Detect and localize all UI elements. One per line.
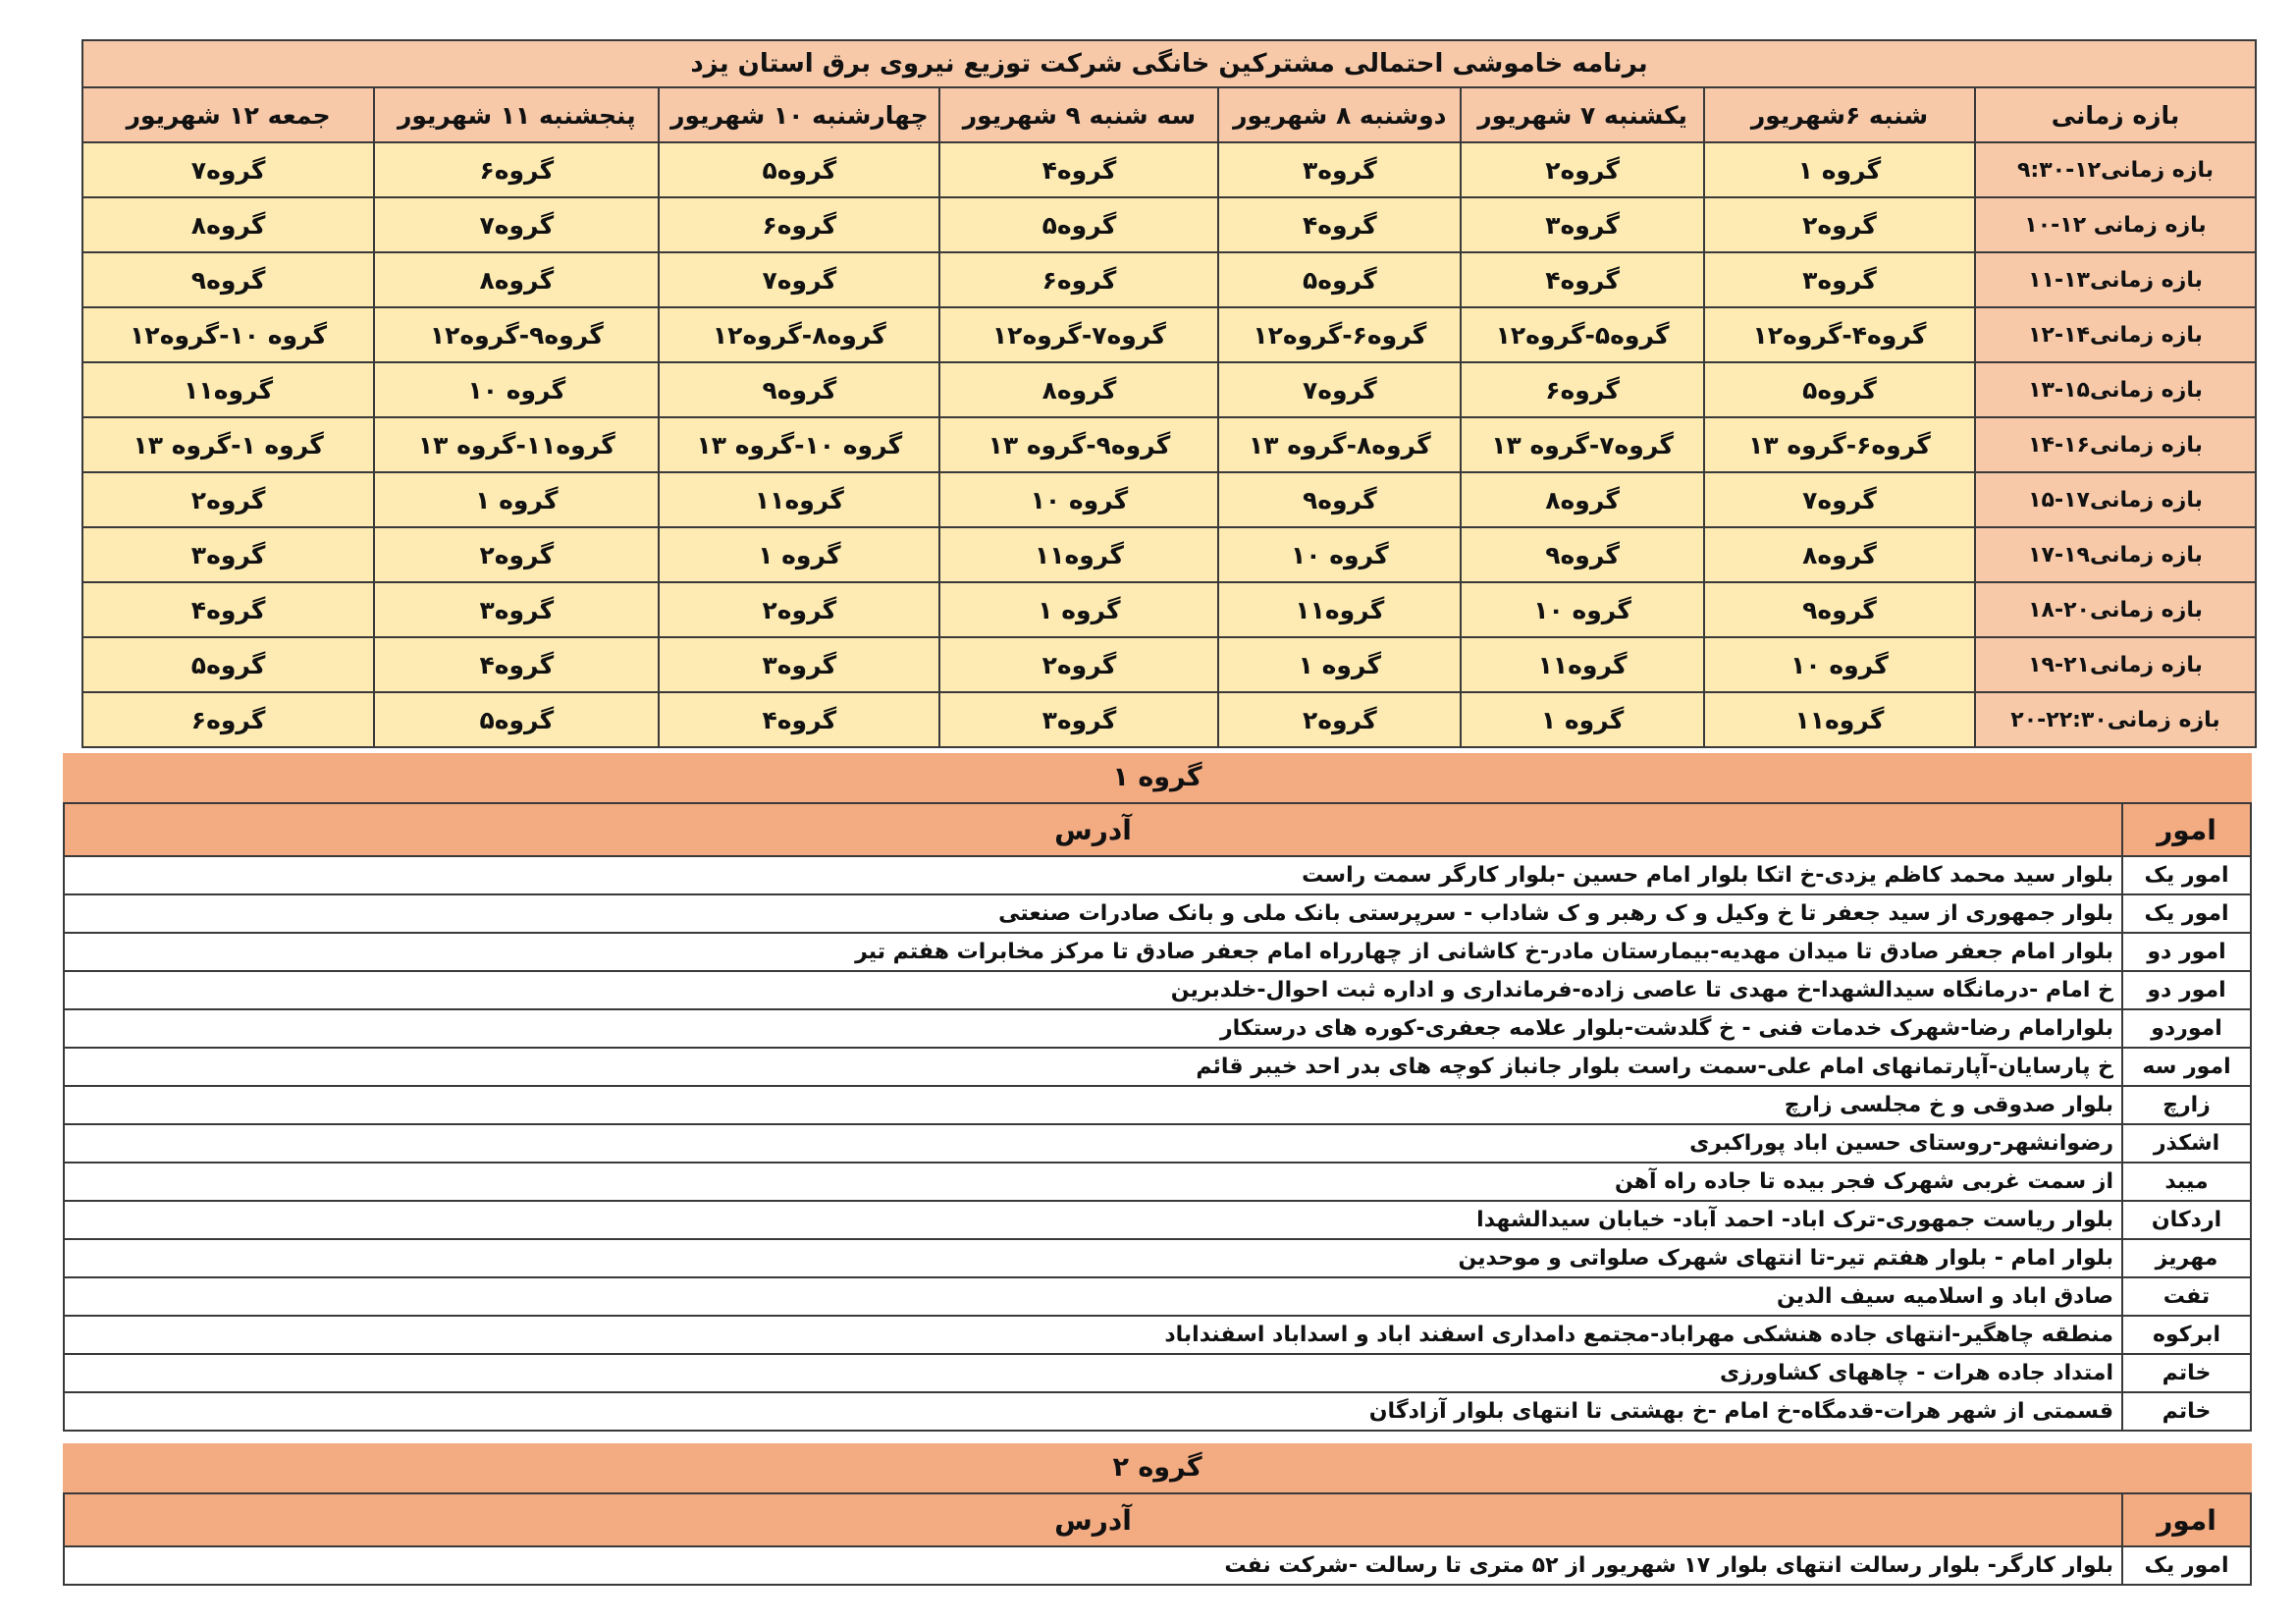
group-cell: گروه۴-گروه۱۲	[1704, 307, 1975, 362]
group-cell: گروه۷	[1218, 362, 1461, 417]
group-cell: گروه۶	[374, 142, 659, 197]
group-cell: گروه ۱۰-گروه ۱۳	[659, 417, 939, 472]
schedule-row	[82, 307, 2256, 362]
column-header-area: امور	[2122, 1493, 2251, 1546]
group-2-header-row	[64, 1493, 2251, 1546]
group-cell: گروه۳	[82, 527, 374, 582]
group-cell: گروه۶	[1461, 362, 1704, 417]
group-cell: گروه۳	[939, 692, 1218, 747]
schedule-row	[82, 252, 2256, 307]
area-cell: امور یک	[2122, 856, 2251, 894]
address-cell: رضوانشهر-روستای حسین اباد پوراکبری	[64, 1124, 2122, 1163]
group-cell: گروه ۱۰-گروه۱۲	[82, 307, 374, 362]
group-cell: گروه۱۱	[659, 472, 939, 527]
group-cell: گروه ۱۰	[374, 362, 659, 417]
area-cell: امور یک	[2122, 894, 2251, 933]
group-cell: گروه۷	[1704, 472, 1975, 527]
group-cell: گروه۷	[82, 142, 374, 197]
group-cell: گروه ۱	[1461, 692, 1704, 747]
header-day: چهارشنبه ۱۰ شهریور	[659, 87, 939, 142]
group-1-title: گروه ۱	[63, 753, 2252, 802]
header-day: سه شنبه ۹ شهریور	[939, 87, 1218, 142]
group-cell: گروه۴	[1461, 252, 1704, 307]
address-cell: بلوار امام - بلوار هفتم تیر-تا انتهای شهرک صلواتی و موحدین	[64, 1239, 2122, 1277]
group-cell: گروه۲	[1704, 197, 1975, 252]
group-cell: گروه ۱	[939, 582, 1218, 637]
group-cell: گروه۶-گروه ۱۳	[1704, 417, 1975, 472]
group-cell: گروه۵	[1218, 252, 1461, 307]
area-cell: مهریز	[2122, 1239, 2251, 1277]
schedule-row	[82, 417, 2256, 472]
header-time-slot: بازه زمانی	[1975, 87, 2256, 142]
time-slot-cell: بازه زمانی۱۷-۱۵	[1975, 472, 2256, 527]
schedule-row	[82, 582, 2256, 637]
area-cell: اموردو	[2122, 1009, 2251, 1048]
group-cell: گروه۱۱	[1461, 637, 1704, 692]
group-cell: گروه۳	[374, 582, 659, 637]
group-cell: گروه۹	[82, 252, 374, 307]
group-cell: گروه۲	[82, 472, 374, 527]
schedule-title: برنامه خاموشی احتمالی مشترکین خانگی شرکت توزیع نیروی برق استان یزد	[82, 40, 2256, 87]
area-cell: امور دو	[2122, 933, 2251, 971]
area-cell: تفت	[2122, 1277, 2251, 1316]
time-slot-cell: بازه زمانی۱۳-۱۱	[1975, 252, 2256, 307]
area-cell: میبد	[2122, 1163, 2251, 1201]
group-cell: گروه۱۱-گروه ۱۳	[374, 417, 659, 472]
group-cell: گروه۵	[939, 197, 1218, 252]
address-cell: بلوار جمهوری از سید جعفر تا خ وکیل و ک رهبر و ک شاداب - سرپرستی بانک ملی و بانک صادرات صنعتی	[64, 894, 2122, 933]
address-row	[64, 1009, 2251, 1048]
group-cell: گروه۸-گروه۱۲	[659, 307, 939, 362]
address-row	[64, 1546, 2251, 1585]
time-slot-cell: بازه زمانی۲۱-۱۹	[1975, 637, 2256, 692]
column-header-address: آدرس	[64, 1493, 2122, 1546]
group-cell: گروه۵	[374, 692, 659, 747]
address-cell: بلوارامام رضا-شهرک خدمات فنی - خ گلدشت-بلوار علامه جعفری-کوره های درستکار	[64, 1009, 2122, 1048]
address-row	[64, 1392, 2251, 1431]
group-cell: گروه۲	[659, 582, 939, 637]
area-cell: اردکان	[2122, 1201, 2251, 1239]
group-2-section	[63, 1443, 2252, 1586]
header-day: یکشنبه ۷ شهریور	[1461, 87, 1704, 142]
group-2-title: گروه ۲	[63, 1443, 2252, 1492]
area-cell: زارچ	[2122, 1086, 2251, 1124]
group-cell: گروه ۱۰	[1218, 527, 1461, 582]
group-cell: گروه ۱	[374, 472, 659, 527]
group-cell: گروه۲	[374, 527, 659, 582]
group-cell: گروه ۱	[1218, 637, 1461, 692]
group-cell: گروه۵	[659, 142, 939, 197]
address-row	[64, 1316, 2251, 1354]
time-slot-cell: بازه زمانی۱۶-۱۴	[1975, 417, 2256, 472]
area-cell: ابرکوه	[2122, 1316, 2251, 1354]
header-day: دوشنبه ۸ شهریور	[1218, 87, 1461, 142]
group-cell: گروه۵	[1704, 362, 1975, 417]
address-row	[64, 1277, 2251, 1316]
schedule-row	[82, 692, 2256, 747]
schedule-row	[82, 362, 2256, 417]
schedule-row	[82, 197, 2256, 252]
group-cell: گروه۶	[82, 692, 374, 747]
group-cell: گروه۲	[1461, 142, 1704, 197]
area-cell: اشکذر	[2122, 1124, 2251, 1163]
group-cell: گروه۴	[1218, 197, 1461, 252]
address-row	[64, 1048, 2251, 1086]
area-cell: خاتم	[2122, 1354, 2251, 1392]
address-row	[64, 1163, 2251, 1201]
address-row	[64, 971, 2251, 1009]
group-cell: گروه۲	[939, 637, 1218, 692]
group-cell: گروه۸-گروه ۱۳	[1218, 417, 1461, 472]
group-cell: گروه۶-گروه۱۲	[1218, 307, 1461, 362]
time-slot-cell: بازه زمانی۱۵-۱۳	[1975, 362, 2256, 417]
group-cell: گروه۹-گروه ۱۳	[939, 417, 1218, 472]
group-cell: گروه۱۱	[82, 362, 374, 417]
address-row	[64, 1239, 2251, 1277]
group-cell: گروه۵-گروه۱۲	[1461, 307, 1704, 362]
time-slot-cell: بازه زمانی۱۹-۱۷	[1975, 527, 2256, 582]
group-cell: گروه ۱	[1704, 142, 1975, 197]
group-1-address-table	[63, 802, 2252, 1432]
header-day: جمعه ۱۲ شهریور	[82, 87, 374, 142]
address-cell: قسمتی از شهر هرات-قدمگاه-خ امام -خ بهشتی تا انتهای بلوار آزادگان	[64, 1392, 2122, 1431]
schedule-row	[82, 637, 2256, 692]
area-cell: امور سه	[2122, 1048, 2251, 1086]
time-slot-cell: بازه زمانی۲۰-۱۸	[1975, 582, 2256, 637]
schedule-row	[82, 527, 2256, 582]
group-cell: گروه۸	[1704, 527, 1975, 582]
address-cell: بلوار صدوقی و خ مجلسی زارچ	[64, 1086, 2122, 1124]
group-cell: گروه۴	[659, 692, 939, 747]
area-cell: امور دو	[2122, 971, 2251, 1009]
group-cell: گروه۹	[659, 362, 939, 417]
schedule-row	[82, 472, 2256, 527]
group-cell: گروه ۱	[659, 527, 939, 582]
address-cell: منطقه چاهگیر-انتهای جاده هنشکی مهراباد-مجتمع دامداری اسفند اباد و اسداباد اسفنداباد	[64, 1316, 2122, 1354]
group-cell: گروه۹	[1218, 472, 1461, 527]
group-cell: گروه۴	[939, 142, 1218, 197]
address-row	[64, 1354, 2251, 1392]
address-cell: بلوار امام جعفر صادق تا میدان مهدیه-بیمارستان مادر-خ کاشانی از چهارراه امام جعفر صادق تا مرکز مخابرات هفتم تیر	[64, 933, 2122, 971]
address-cell: امتداد جاده هرات - چاههای کشاورزی	[64, 1354, 2122, 1392]
group-cell: گروه ۱۰	[1461, 582, 1704, 637]
address-cell: از سمت غربی شهرک فجر بیده تا جاده راه آهن	[64, 1163, 2122, 1201]
header-day: شنبه ۶شهریور	[1704, 87, 1975, 142]
group-cell: گروه۸	[374, 252, 659, 307]
group-cell: گروه۱۱	[1218, 582, 1461, 637]
group-cell: گروه۲	[1218, 692, 1461, 747]
group-cell: گروه۹	[1461, 527, 1704, 582]
address-row	[64, 1086, 2251, 1124]
group-cell: گروه۷-گروه۱۲	[939, 307, 1218, 362]
group-2-address-table	[63, 1492, 2252, 1586]
group-1-header-row	[64, 803, 2251, 856]
group-cell: گروه۷	[374, 197, 659, 252]
address-cell: خ پارسایان-آپارتمانهای امام علی-سمت راست بلوار جانباز کوچه های بدر احد خیبر قائم	[64, 1048, 2122, 1086]
schedule-header-row	[82, 87, 2256, 142]
group-cell: گروه ۱۰	[939, 472, 1218, 527]
group-cell: گروه۳	[1218, 142, 1461, 197]
group-cell: گروه۴	[374, 637, 659, 692]
group-cell: گروه ۱۰	[1704, 637, 1975, 692]
address-row	[64, 1201, 2251, 1239]
group-cell: گروه۸	[939, 362, 1218, 417]
address-cell: خ امام -درمانگاه سیدالشهدا-خ مهدی تا عاصی زاده-فرمانداری و اداره ثبت احوال-خلدبرین	[64, 971, 2122, 1009]
address-row	[64, 894, 2251, 933]
time-slot-cell: بازه زمانی۲۲:۳۰-۲۰	[1975, 692, 2256, 747]
group-cell: گروه۳	[659, 637, 939, 692]
schedule-row	[82, 142, 2256, 197]
time-slot-cell: بازه زمانی۱۲-۹:۳۰	[1975, 142, 2256, 197]
address-cell: بلوار ریاست جمهوری-ترک اباد- احمد آباد- خیابان سیدالشهدا	[64, 1201, 2122, 1239]
address-row	[64, 1124, 2251, 1163]
group-cell: گروه۳	[1461, 197, 1704, 252]
group-cell: گروه۷	[659, 252, 939, 307]
address-row	[64, 933, 2251, 971]
area-cell: خاتم	[2122, 1392, 2251, 1431]
group-1-section	[63, 753, 2252, 1432]
group-cell: گروه۹	[1704, 582, 1975, 637]
column-header-area: امور	[2122, 803, 2251, 856]
header-day: پنجشنبه ۱۱ شهریور	[374, 87, 659, 142]
group-cell: گروه۷-گروه ۱۳	[1461, 417, 1704, 472]
address-row	[64, 856, 2251, 894]
group-cell: گروه۶	[939, 252, 1218, 307]
group-cell: گروه۸	[82, 197, 374, 252]
group-cell: گروه۴	[82, 582, 374, 637]
column-header-address: آدرس	[64, 803, 2122, 856]
time-slot-cell: بازه زمانی۱۴-۱۲	[1975, 307, 2256, 362]
group-cell: گروه۳	[1704, 252, 1975, 307]
group-cell: گروه۱۱	[1704, 692, 1975, 747]
group-cell: گروه ۱-گروه ۱۳	[82, 417, 374, 472]
power-outage-schedule-table	[81, 39, 2257, 748]
group-cell: گروه۶	[659, 197, 939, 252]
group-cell: گروه۱۱	[939, 527, 1218, 582]
group-cell: گروه۵	[82, 637, 374, 692]
area-cell: امور یک	[2122, 1546, 2251, 1585]
address-cell: بلوار کارگر- بلوار رسالت انتهای بلوار ۱۷ شهریور از ۵۲ متری تا رسالت -شرکت نفت	[64, 1546, 2122, 1585]
group-cell: گروه۹-گروه۱۲	[374, 307, 659, 362]
address-cell: بلوار سید محمد کاظم یزدی-خ اتکا بلوار امام حسین -بلوار کارگر سمت راست	[64, 856, 2122, 894]
time-slot-cell: بازه زمانی ۱۲-۱۰	[1975, 197, 2256, 252]
group-cell: گروه۸	[1461, 472, 1704, 527]
address-cell: صادق اباد و اسلامیه سیف الدین	[64, 1277, 2122, 1316]
